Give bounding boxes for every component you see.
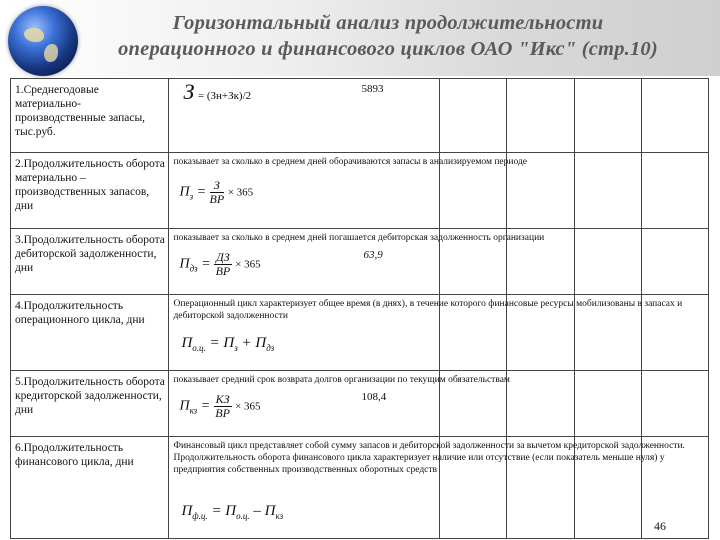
formula-cell xyxy=(169,371,510,437)
row-value: 5893 xyxy=(361,83,384,95)
table-row xyxy=(11,295,709,371)
row-label-cell xyxy=(11,79,169,153)
page-title xyxy=(60,10,716,62)
row-label: 4.Продолжительность операционного цикла, дни xyxy=(15,300,145,326)
data-cell xyxy=(507,79,574,153)
analysis-table xyxy=(10,78,709,539)
row-description: показывает средний срок возврата долгов организации по текущим обязательствам xyxy=(173,375,510,385)
formula-cell xyxy=(169,295,683,371)
row-description: показывает за сколько в среднем дней оборачиваются запасы в анализируемом периоде xyxy=(173,157,528,167)
row-value: 108,4 xyxy=(361,391,387,403)
formula: $П_{кз}$ = $\frac{КЗ}{ВР}$ × 365 xyxy=(179,392,261,420)
formula-cell xyxy=(169,153,528,229)
row-label: 3.Продолжительность оборота дебиторской задолженности, дни xyxy=(15,234,165,274)
row-label: 5.Продолжительность оборота кредиторской задолженности, дни xyxy=(15,376,165,416)
data-cell xyxy=(574,79,641,153)
formula-cell xyxy=(169,229,545,295)
table-row xyxy=(11,153,709,229)
data-cell xyxy=(440,79,507,153)
table-row xyxy=(11,437,709,539)
formula: $П_{дз}$ = $\frac{ДЗ}{ВР}$ × 365 xyxy=(179,250,261,278)
row-label-cell xyxy=(11,437,169,539)
formula-rhs: = (Зн+Зк)/2 xyxy=(197,90,252,102)
row-label: 6.Продолжительность финансового цикла, дни xyxy=(15,442,134,468)
formula-symbol: З xyxy=(183,79,195,104)
formula-cell xyxy=(169,79,440,153)
formula xyxy=(183,79,251,105)
row-description: показывает за сколько в среднем дней погашается дебиторская задолженность организации xyxy=(173,233,545,243)
row-label-cell xyxy=(11,153,169,229)
row-description: Операционный цикл характеризует общее время (в днях), в течение которого финансовые ресурсы мобилизованы в запасах и дебиторской задолженности xyxy=(173,299,683,321)
table-row xyxy=(11,371,709,437)
formula: $П_{о.ц.} = П_з + П_{дз}$ xyxy=(181,335,275,353)
row-label-cell xyxy=(11,371,169,437)
data-cell xyxy=(641,79,708,153)
formula: $П_{ф.ц.} = П_{о.ц.} - П_{кз}$ xyxy=(181,503,284,521)
title-line-1: Горизонтальный анализ продолжительности xyxy=(172,12,604,34)
row-label: 2.Продолжительность оборота материально – производственных запасов, дни xyxy=(15,158,165,212)
table-row xyxy=(11,229,709,295)
row-label-cell xyxy=(11,229,169,295)
page-number: 46 xyxy=(654,519,666,533)
formula: $П_з$ = $\frac{З}{ВР}$ × 365 xyxy=(179,178,254,206)
title-line-2: операционного и финансового циклов ОАО "Икс" (стр.10) xyxy=(118,38,658,60)
row-value: 63,9 xyxy=(363,249,383,261)
row-label: 1.Среднегодовые материально-производственные запасы, тыс.руб. xyxy=(15,84,146,138)
table-row xyxy=(11,79,709,153)
row-label-cell xyxy=(11,295,169,371)
row-description: Финансовый цикл представляет собой сумму запасов и дебиторской задолженности за вычетом кредиторской задолженности. Продолжительность оборота финансового цикла характеризует наличие или отсутствие (если показатель меньше нуля) у предприятия собственных производственных оборотных средств xyxy=(173,441,685,475)
